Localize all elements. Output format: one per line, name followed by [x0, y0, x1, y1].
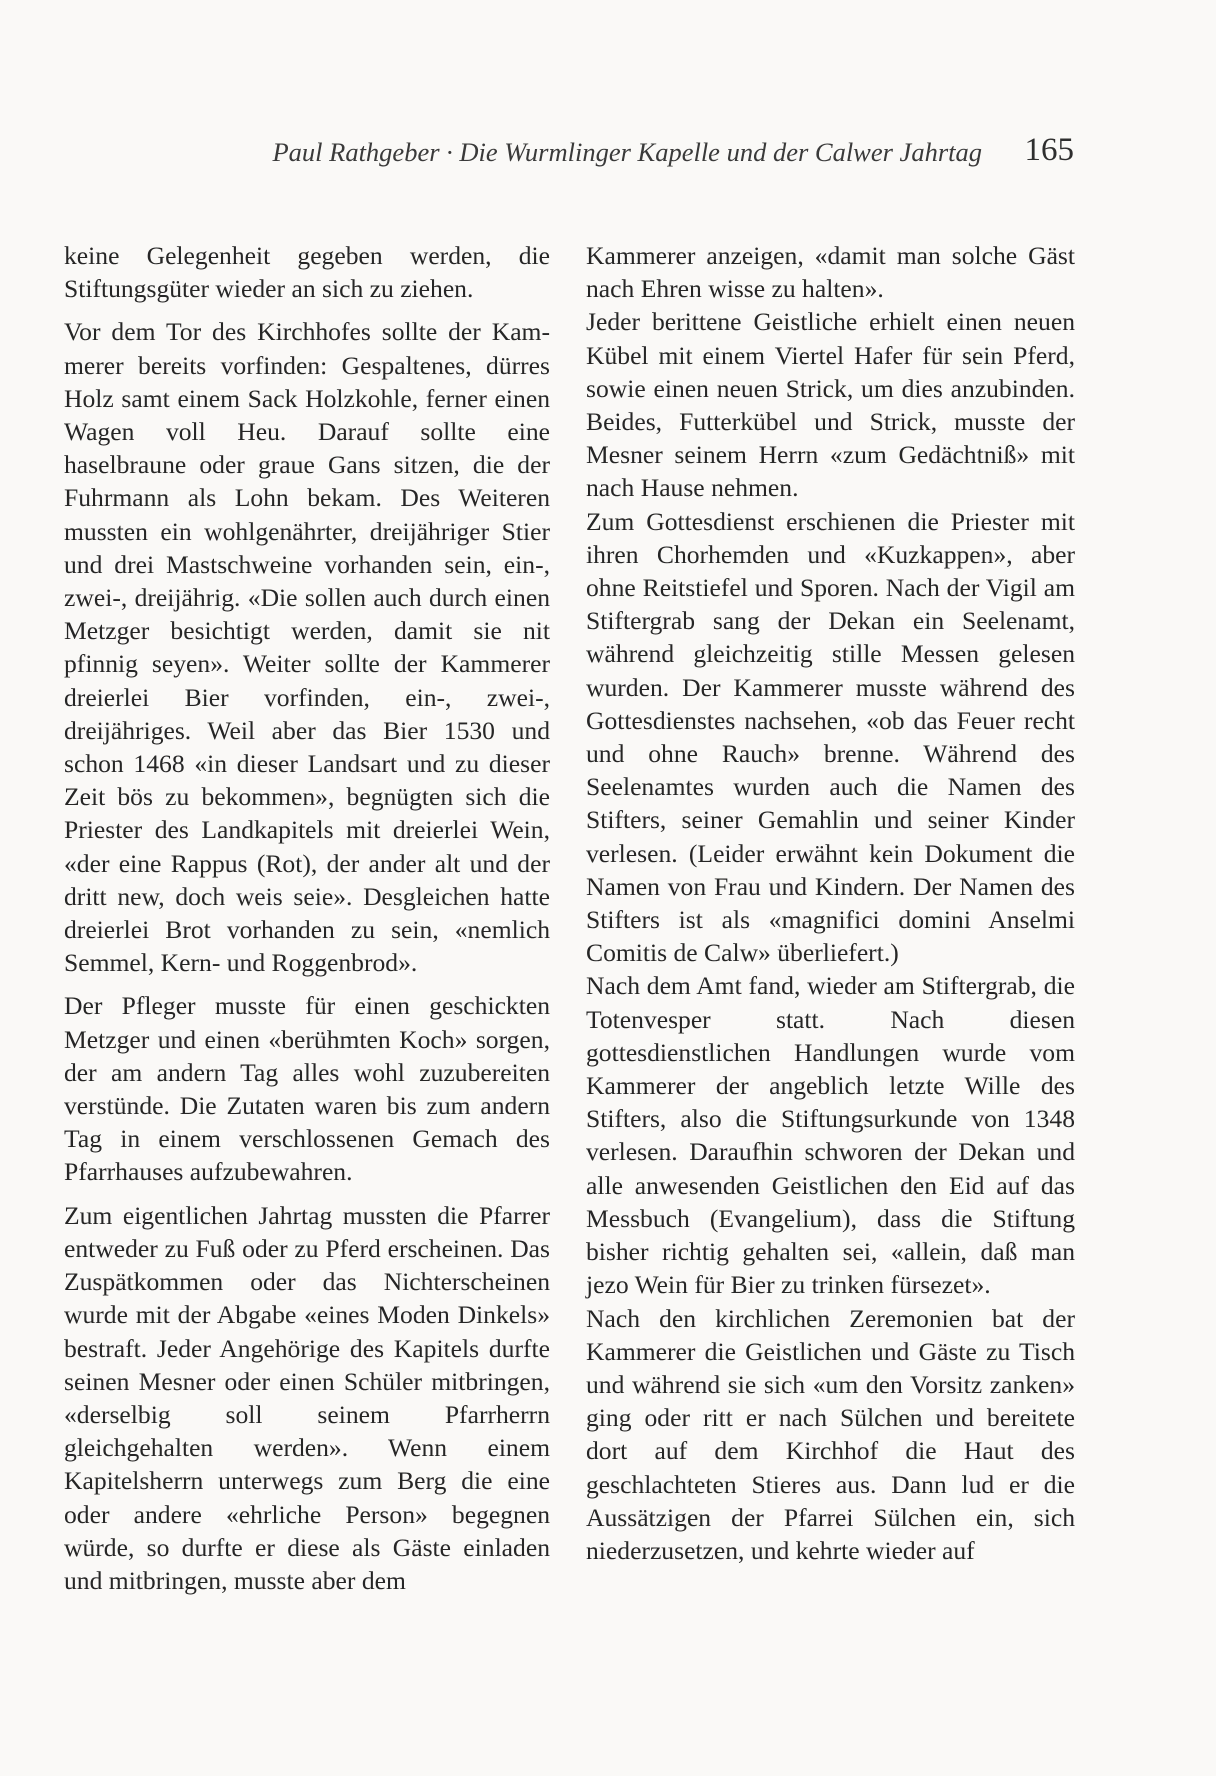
paragraph: Nach dem Amt fand, wieder am Stiftergrab, die Totenvesper statt. Nach diesen gottesdienstlichen Handlungen wurde vom Kammerer der angeblich letzte Wille des Stifters, also die Stiftungsurkunde von 1348 verlesen. Daraufhin schworen der Dekan und alle anwesenden Geistlichen den Eid auf das Messbuch (Evangelium), dass die Stiftung bisher richtig gehalten sei, «allein, daß man jezo Wein für Bier zu trinken fürsezet». — [586, 971, 1075, 1300]
paragraph: Der Pfleger musste für einen geschickten Metzger und einen «berühmten Koch» sorgen, der am andern Tag alles wohl zuzubereiten verstünde. Die Zutaten waren bis zum andern Tag in einem verschlossenen Gemach des Pfarrhauses aufzubewahren. — [64, 991, 550, 1187]
paragraph: keine Gelegenheit gegeben werden, die Stiftungsgüter wieder an sich zu ziehen. — [64, 241, 550, 304]
running-head: Paul Rathgeber · Die Wurmlinger Kapelle und der Calwer Jahrtag — [272, 137, 982, 167]
page-header — [240, 134, 1080, 170]
paragraph: Kammerer anzeigen, «damit man solche Gäst nach Ehren wisse zu halten». — [586, 241, 1075, 304]
paragraph: Zum eigentlichen Jahrtag mussten die Pfarrer entweder zu Fuß oder zu Pferd erscheinen. Das Zuspätkommen oder das Nichterscheinen wurde mit der Abgabe «eines Moden Dinkels» bestraft. Jeder Angehörige des Kapitels durfte seinen Mesner oder einen Schüler mitbringen, «derselbig soll seinem Pfarrherrn gleichgehalten werden». Wenn einem Kapitelsherrn unterwegs zum Berg die eine oder andere «ehrliche Person» begegnen würde, so durfte er diese als Gäste einladen und mitbringen, musste aber dem — [64, 1200, 550, 1595]
paragraph: Zum Gottesdienst erschienen die Priester mit ihren Chorhemden und «Kuzkappen», aber ohne Reitstiefel und Sporen. Nach der Vigil am Stiftergrab sang der Dekan ein Seelenamt, während gleichzeitig stille Messen gelesen wurden. Der Kammerer musste während des Gottesdienstes nachsehen, «ob das Feuer recht und ohne Rauch» brenne. Während des Seelenamtes wurden auch die Namen des Stifters, seiner Gemahlin und seiner Kinder verlesen. (Leider erwähnt kein Dokument die Namen von Frau und Kindern. Der Namen des Stifters ist als «magnifici domini Anselmi Comitis de Calw» überliefert.) — [586, 506, 1075, 968]
right-column — [586, 239, 1075, 1567]
paragraph: Vor dem Tor des Kirchhofes sollte der Kammerer bereits vorfinden: Gespaltenes, dürres Holz samt einem Sack Holzkohle, ferner einen Wagen voll Heu. Darauf sollte eine haselbraune oder graue Gans sitzen, die der Fuhrmann als Lohn bekam. Des Weiteren mussten ein wohlgenährter, dreijähriger Stier und drei Mastschweine vorhanden sein, ein-, zwei-, dreijährig. «Die sollen auch durch einen Metzger besichtigt werden, damit sie nit pfinnig seyen». Weiter sollte der Kammerer dreierlei Bier vorfinden, ein-, zwei-, dreijähriges. Weil aber das Bier 1530 und schon 1468 «in dieser Landsart und zu dieser Zeit bös zu bekommen», begnügten sich die Priester des Landkapitels mit dreierlei Wein, «der eine Rappus (Rot), der ander alt und der dritt new, doch weis seie». Desgleichen hatte dreierlei Brot vorhanden zu sein, «nemlich Semmel, Kern- und Roggenbrod». — [64, 317, 550, 978]
paragraph: Nach den kirchlichen Zeremonien bat der Kammerer die Geistlichen und Gäste zu Tisch und während sie sich «um den Vorsitz zanken» ging oder ritt er nach Sülchen und bereitete dort auf dem Kirchhof die Haut des geschlachteten Stieres aus. Dann lud er die Aussätzigen der Pfarrei Sülchen ein, sich niederzusetzen, und kehrte wieder auf — [586, 1303, 1075, 1565]
left-column — [64, 239, 550, 1607]
paragraph: Jeder berittene Geistliche erhielt einen neuen Kübel mit einem Viertel Hafer für sein Pferd, sowie einen neuen Strick, um dies anzubinden. Beides, Futterkübel und Strick, musste der Mesner seinem Herrn «zum Gedächtniß» mit nach Hause nehmen. — [586, 307, 1075, 503]
page-number: 165 — [1024, 132, 1074, 168]
